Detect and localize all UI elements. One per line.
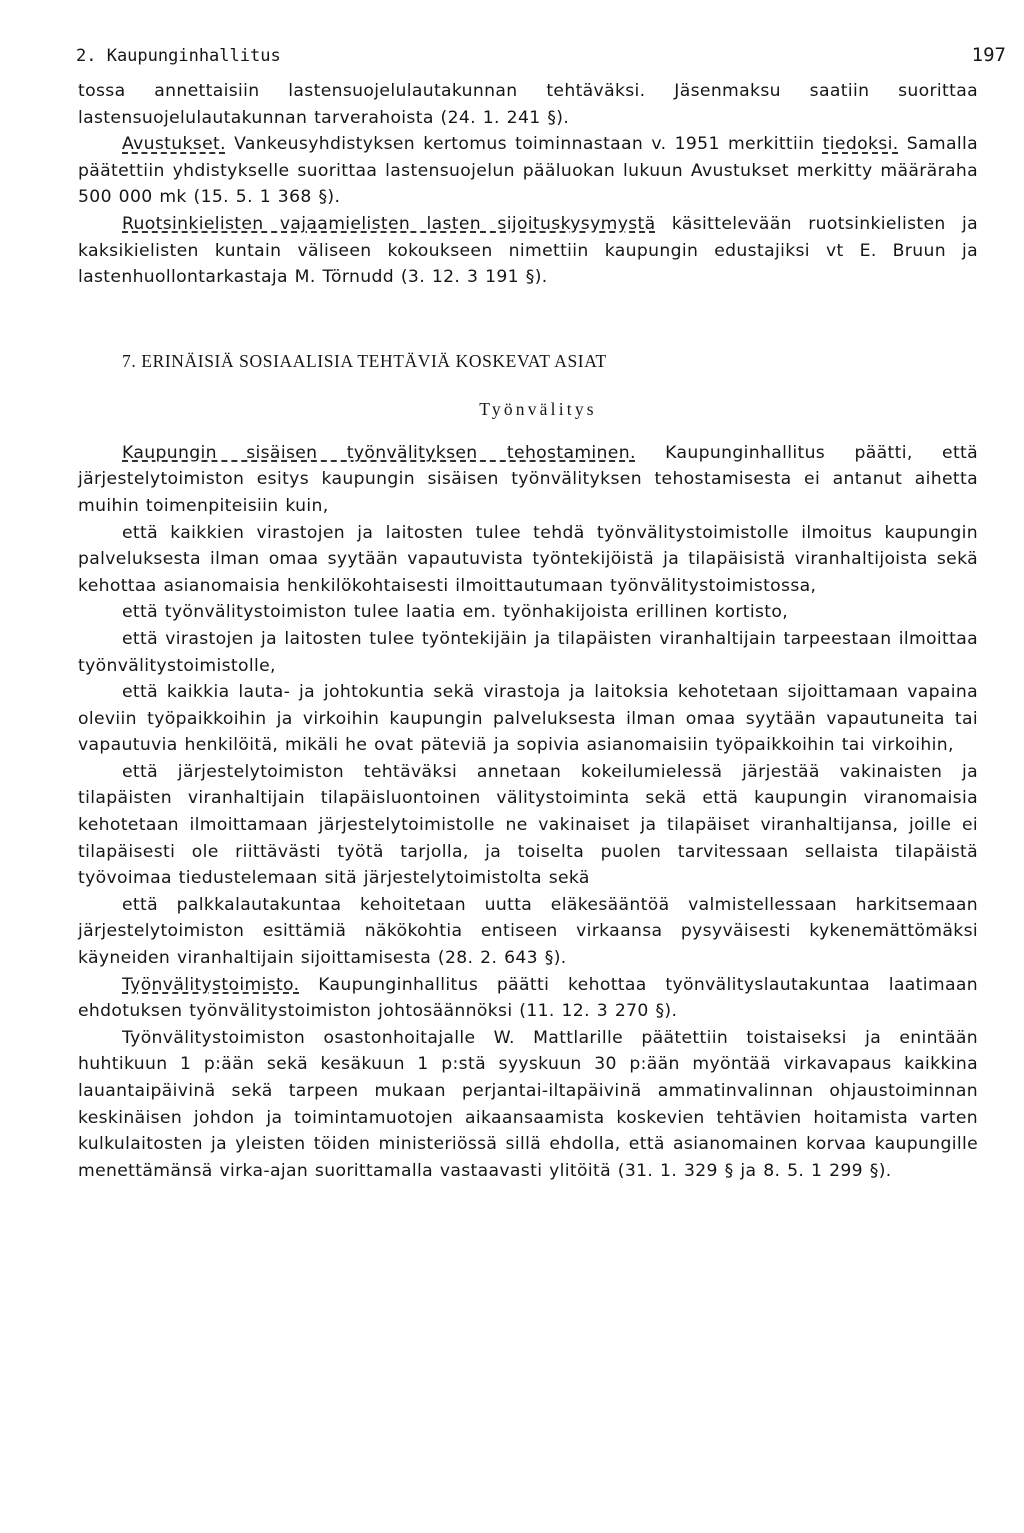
paragraph-ruotsinkieliset: Ruotsinkielisten vajaamielisten lasten sijoituskysymystä käsittelevään ruotsinkielisten ja kaksikielisten kuntain väliseen kokoukseen nimettiin kaupungin edustajiksi vt E. Bruun ja lastenhuollontarkastaja M. Törnudd (3. 12. 3 191 §).: [78, 213, 978, 288]
paragraph-tehostaminen: Kaupungin sisäisen työnvälityksen tehostaminen. Kaupunginhallitus päätti, että järjestelytoimiston esitys kaupungin sisäisen työnvälityksen tehostamisesta ei antanut aihetta muihin toimenpiteisiin kuin,: [78, 442, 979, 516]
paragraph-mattlari: Työnvälitystoimiston osastonhoitajalle W. Mattlarille päätettiin toistaiseksi ja enintään huhtikuun 1 p:ään sekä kesäkuun 1 p:stä syyskuun 30 p:ään myöntää virkavapaus kaikkina lauantaipäivinä sekä tarpeen mukaan perjantai-iltapäivinä ammatinvalinnan ohjaustoiminnan keskinäisen johdon ja toimintamuotojen aikaansaamista koskevien tehtävien hoitamista varten kulkulaitosten ja yleisten töiden ministeriössä sillä ehdolla, että asianomainen korvaa kaupungille menettämänsä virka-ajan suorittamalla vastaavasti ylitöitä (31. 1. 329 § ja 8. 5. 1 299 §).: [78, 1027, 978, 1181]
paragraph-continuation: tossa annettaisiin lastensuojelulautakunnan tehtäväksi. Jäsenmaksu saatiin suorittaa lastensuojelulautakunnan tarverahoista (24. 1. 241 §).: [78, 81, 978, 128]
subsection-title: Työnvälitys: [479, 398, 597, 419]
paragraph-tyonvalitystoimisto: Työnvälitystoimisto. Kaupunginhallitus päätti kehottaa työnvälityslautakuntaa laatimaan ehdotuksen työnvälitystoimiston johtosäännöksi (11. 12. 3 270 §).: [78, 974, 978, 1022]
paragraph-clause: että palkkalautakuntaa kehoitetaan uutta eläkesääntöä valmistellessaan harkitsemaan järjestelytoimiston esittämiä näkökohtia entiseen virkaansa pysyväisesti kykenemättömäksi käyneiden viranhaltijain sijoittamisesta (28. 2. 643 §).: [78, 894, 978, 969]
paragraph-clause: että kaikkia lauta- ja johtokuntia sekä virastoja ja laitoksia kehotetaan sijoittamaan vapaina oleviin työpaikkoihin ja virkoihin kaupungin palveluksesta ilman omaa syytään vapautuneita tai vapautuvia henkilöitä, mikäli he ovat päteviä ja sopivia asianomaisiin työpaikkoihin tai virkoihin,: [78, 682, 978, 756]
page-number: 197: [971, 44, 1006, 66]
paragraph-heading: Työnvälitystoimisto.: [122, 974, 300, 995]
page-header: [76, 44, 1006, 74]
intro-text: [78, 78, 978, 291]
paragraph-heading: Avustukset.: [122, 134, 226, 155]
paragraph-clause: että virastojen ja laitosten tulee työntekijäin ja tilapäisten viranhaltijain tarpeestaan ilmoittaa työnvälitystoimistolle,: [78, 628, 978, 676]
paragraph-heading: Kaupungin sisäisen työnvälityksen tehostaminen.: [122, 442, 636, 463]
section-title: 7. ERINÄISIÄ SOSIAALISIA TEHTÄVIÄ KOSKEVAT ASIAT: [122, 350, 607, 371]
body-text: [78, 440, 978, 1185]
paragraph-heading: Ruotsinkielisten vajaamielisten lasten sijoituskysymystä: [122, 213, 656, 234]
underlined-word: tiedoksi.: [822, 134, 899, 155]
running-title: 2. Kaupunginhallitus: [76, 46, 281, 66]
document-page: [76, 44, 1006, 1184]
paragraph-clause: että kaikkien virastojen ja laitosten tulee tehdä työnvälitystoimistolle ilmoitus kaupungin palveluksesta ilman omaa syytään vapautuvista työntekijöistä ja tilapäisistä viranhaltijoista sekä kehottaa asianomaisia henkilökohtaisesti ilmoittautumaan työnvälitystoimistossa,: [78, 522, 978, 596]
paragraph-clause: että järjestelytoimiston tehtäväksi annetaan kokeilumielessä järjestää vakinaisten ja tilapäisten viranhaltijain tilapäisluontoinen välitystoiminta sekä että kaupungin viranomaisia kehotetaan ilmoittamaan järjestelytoimistolle ne vakinaiset ja tilapäiset viranhaltijansa, joille ei tilapäisesti ole riittävästi työtä tarjolla, ja toiselta puolen tarvitessaan sellaista tilapäistä työvoimaa tiedustelemaan sitä järjestelytoimistolta sekä: [78, 761, 978, 889]
paragraph-avustukset: Avustukset. Vankeusyhdistyksen kertomus toiminnastaan v. 1951 merkittiin tiedoksi. Samalla päätettiin yhdistykselle suorittaa lastensuojelun pääluokan lukuun Avustukset merkitty määräraha 500 000 mk (15. 5. 1 368 §).: [78, 134, 978, 208]
paragraph-clause: että työnvälitystoimiston tulee laatia em. työnhakijoista erillinen kortisto,: [122, 602, 789, 623]
